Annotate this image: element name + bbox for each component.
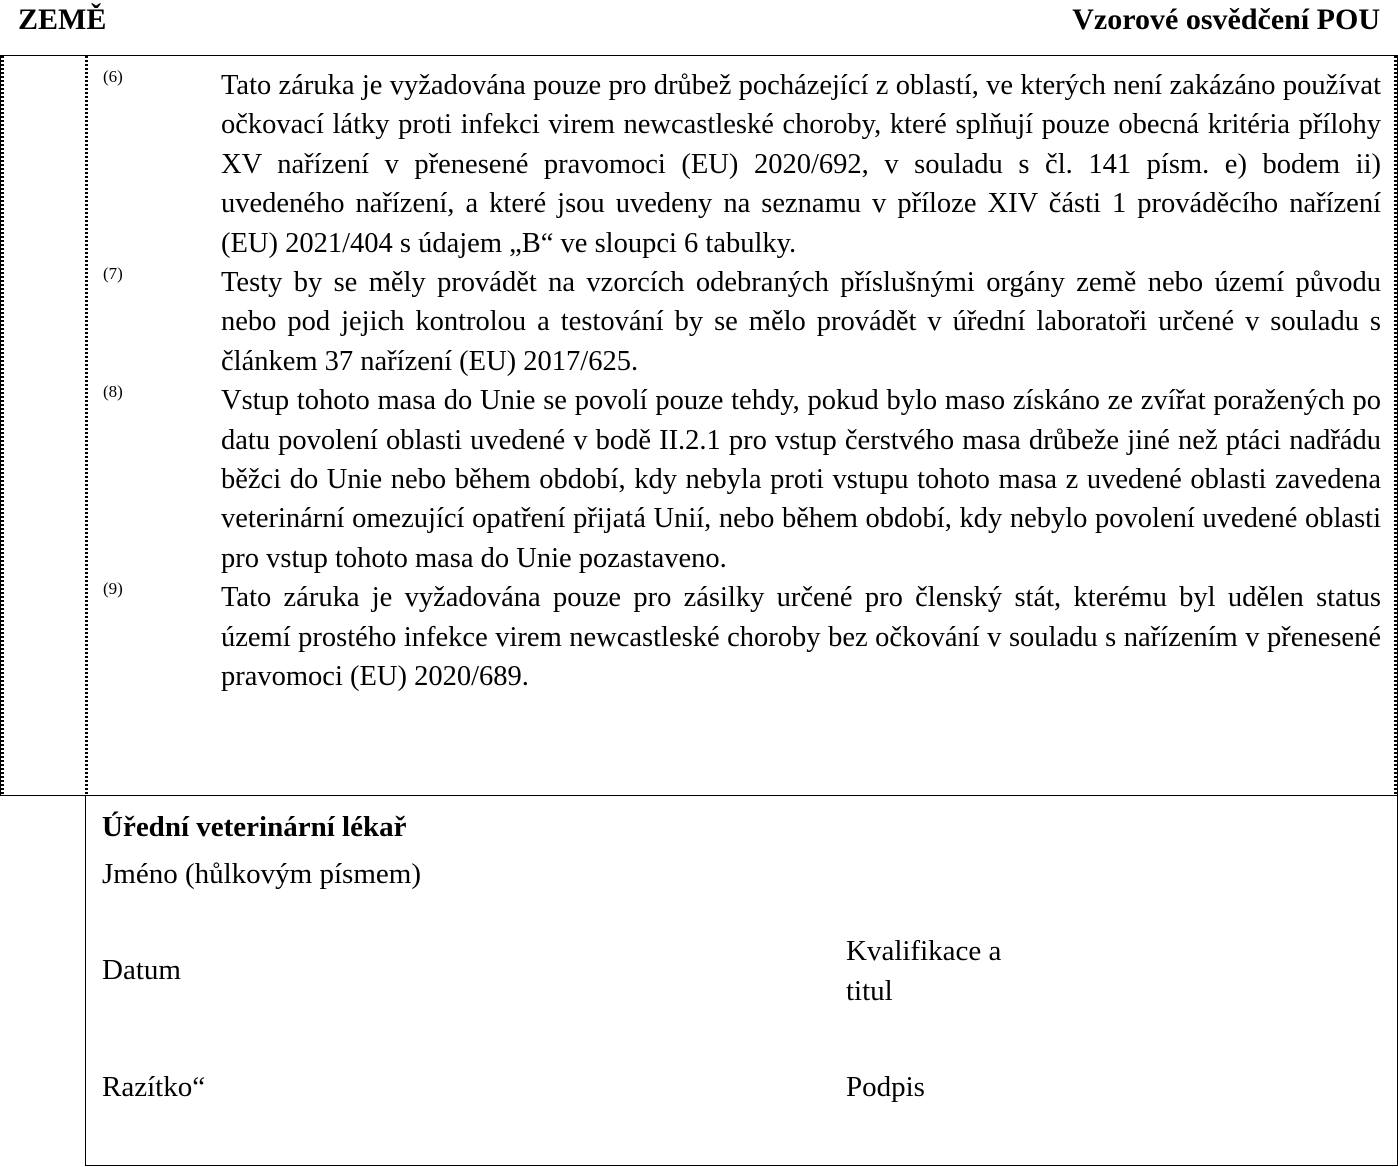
column-divider-rule: [85, 56, 88, 795]
name-field-label: Jméno (hůlkovým písmem): [102, 858, 421, 890]
footnote-list: [103, 66, 1381, 697]
footnote-text: Vstup tohoto masa do Unie se povolí pouze tehdy, pokud bylo maso získáno ze zvířat poražených po datu povolení oblasti uvedené v bodě II.2.1 pro vstup čerstvého masa drůbeže jiné než ptáci nadřádu běžci do Unie nebo během období, kdy nebyla proti vstupu tohoto masa z uvedené oblasti zavedena veterinární omezující opatření přijatá Unií, nebo během období, kdy nebylo povolení uvedené oblasti pro vstup tohoto masa do Unie pozastaveno.: [221, 385, 1381, 574]
signature-box: [85, 795, 1398, 1166]
right-margin-rule: [1394, 56, 1397, 795]
footnote-number: (8): [103, 382, 123, 402]
signature-field-label: Podpis: [846, 1071, 925, 1103]
footnote-number: (6): [103, 67, 123, 86]
footnote-text: Testy by se měly provádět na vzorcích odebraných příslušnými orgány země nebo území původu nebo pod jejich kontrolou a testování by se mělo provádět v úřední laboratoři určené v souladu s článkem 37 nařízení (EU) 2017/625.: [221, 267, 1381, 377]
country-header: ZEMĚ: [18, 3, 107, 36]
stamp-field-label: Razítko“: [102, 1071, 206, 1103]
footnote-7: [103, 263, 1381, 381]
footnote-6: [103, 66, 1381, 263]
certificate-model-header: Vzorové osvědčení POU: [1072, 3, 1380, 36]
left-margin-rule: [1, 56, 4, 795]
footnote-8: [103, 381, 1381, 578]
footnote-number: (9): [103, 579, 123, 599]
qualification-field-label: Kvalifikace a titul: [846, 935, 1002, 1007]
footnote-number: (7): [103, 264, 123, 284]
official-veterinarian-title: Úřední veterinární lékař: [102, 811, 407, 843]
date-field-label: Datum: [102, 954, 181, 986]
footnotes-box: [0, 55, 1398, 796]
footnote-text: Tato záruka je vyžadována pouze pro drůbež pocházející z oblastí, ve kterých není zakázáno používat očkovací látky proti infekci virem newcastleské choroby, které splňují pouze obecná kritéria přílohy XV nařízení v přenesené pravomoci (EU) 2020/692, v souladu s čl. 141 písm. e) bodem ii) uvedeného nařízení, a které jsou uvedeny na seznamu v příloze XIV části 1 prováděcího nařízení (EU) 2021/404 s údajem „B“ ve sloupci 6 tabulky.: [221, 70, 1381, 259]
footnote-text: Tato záruka je vyžadována pouze pro zásilky určené pro členský stát, kterému byl udělen status území prostého infekce virem newcastleské choroby bez očkování v souladu s nařízením v přenesené pravomoci (EU) 2020/689.: [221, 582, 1381, 693]
footnote-9: [103, 578, 1381, 696]
